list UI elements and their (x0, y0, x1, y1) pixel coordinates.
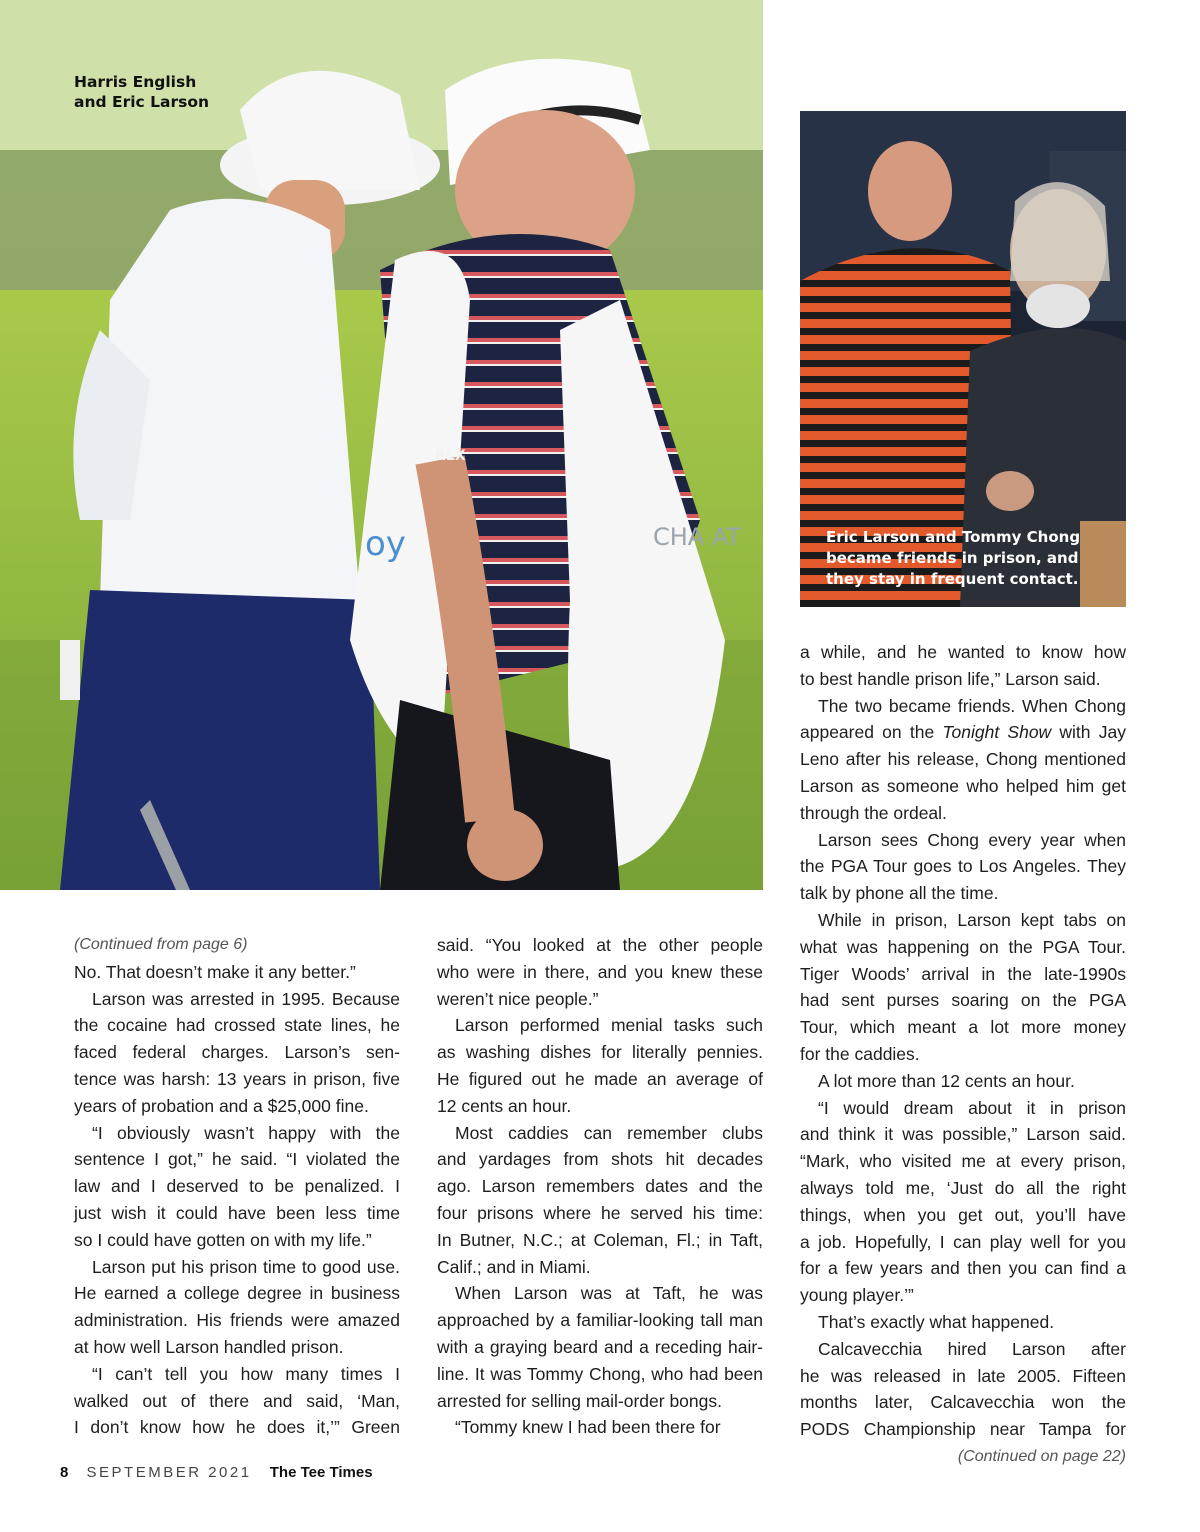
text-line: who were in there, and you knew these (437, 961, 763, 982)
text-line: with a graying beard and a receding hair- (437, 1336, 763, 1357)
text-line: tence was harsh: 13 years in prison, five (74, 1068, 400, 1089)
text-line: said. “You looked at the other people (437, 935, 763, 955)
text-line: In Butner, N.C.; at Coleman, Fl.; in Taft, (437, 1229, 763, 1250)
text-line: so I could have gotten on with my life.” (74, 1229, 372, 1250)
text-line: That’s exactly what happened. (818, 1311, 1055, 1332)
text-line: “I obviously wasn’t happy with the (92, 1122, 400, 1143)
text-line: and think it was possible,” Larson said. (800, 1124, 1126, 1145)
text-line: While in prison, Larson kept tabs on (818, 909, 1126, 930)
text-line: just wish it could have been less time (74, 1202, 400, 1223)
inset-caption-line-1: Eric Larson and Tommy Chong (826, 528, 1081, 546)
text-fragment: with Jay (1051, 722, 1126, 743)
text-line: four prisons where he served his time: (437, 1202, 763, 1223)
text-line: months later, Calcavecchia won the (800, 1392, 1126, 1413)
text-line: and yardages from shots hit decades (437, 1149, 763, 1170)
main-caption-line-1: Harris English (74, 73, 197, 91)
text-line: He earned a college degree in business (74, 1283, 400, 1304)
text-line: law and I deserved to be penalized. I (74, 1176, 400, 1197)
main-photo-illustration (0, 0, 763, 890)
article-column-3 (800, 639, 1126, 1443)
text-line: for a few years and then you can find a (800, 1258, 1126, 1279)
text-line: the cocaine had crossed state lines, he (74, 1015, 400, 1036)
text-line: He figured out he made an average of (437, 1068, 763, 1089)
text-line: a while, and he wanted to know how (800, 642, 1126, 662)
page-number: 8 (60, 1464, 69, 1481)
text-line: as washing dishes for literally pennies. (437, 1042, 763, 1063)
text-line: I don’t know how he does it,’” Green (74, 1417, 400, 1438)
text-line: talk by phone all the time. (800, 883, 999, 904)
text-line: the PGA Tour goes to Los Angeles. They (800, 856, 1126, 877)
text-line: “I would dream about it in prison (818, 1097, 1126, 1118)
text-line: “Tommy knew I had been there for (455, 1417, 721, 1438)
text-line: had sent purses soaring on the PGA (800, 990, 1126, 1011)
continued-from-note: (Continued from page 6) (74, 936, 248, 953)
text-line: Larson put his prison time to good use. (92, 1256, 400, 1277)
text-line: weren’t nice people.” (437, 988, 599, 1009)
text-line: sentence I got,” he said. “I violated the (74, 1149, 400, 1170)
text-line: Calif.; and in Miami. (437, 1256, 591, 1277)
text-line: he was released in late 2005. Fifteen (800, 1365, 1126, 1386)
inset-photo (800, 111, 1126, 607)
text-line: what was happening on the PGA Tour. (800, 936, 1126, 957)
magazine-name: The Tee Times (269, 1464, 373, 1481)
text-line: Larson performed menial tasks such (455, 1015, 763, 1036)
text-line: The two became friends. When Chong (818, 695, 1126, 716)
text-line: to best handle prison life,” Larson said. (800, 668, 1101, 689)
text-line: always told me, ‘Just do all the right (800, 1177, 1126, 1198)
inset-photo-caption (826, 527, 1116, 590)
text-line: things, when you get out, you’ll have (800, 1204, 1126, 1225)
text-line: 12 cents an hour. (437, 1095, 572, 1116)
text-line: administration. His friends were amazed (74, 1310, 400, 1331)
text-line: “I can’t tell you how many times I (92, 1363, 400, 1384)
main-photo-caption (74, 72, 209, 112)
text-line: Leno after his release, Chong mentioned (800, 749, 1126, 770)
inset-caption-line-2: became friends in prison, and (826, 549, 1079, 567)
text-line: No. That doesn’t make it any better.” (74, 961, 356, 982)
text-line: approached by a familiar-looking tall man (437, 1310, 763, 1331)
continued-on-note: (Continued on page 22) (957, 1448, 1126, 1465)
vest-text: CHA AT (653, 523, 742, 551)
article-column-2 (437, 932, 763, 1441)
text-line: Larson as someone who helped him get (800, 775, 1126, 796)
text-line: Larson sees Chong every year when (818, 829, 1126, 850)
text-line: faced federal charges. Larson’s sen- (74, 1042, 400, 1063)
text-line: for the caddies. (800, 1043, 920, 1064)
text-line: Most caddies can remember clubs (455, 1122, 763, 1143)
text-line: at how well Larson handled prison. (74, 1336, 344, 1357)
text-line: Tour, which meant a lot more money (800, 1017, 1126, 1038)
text-line: years of probation and a $25,000 fine. (74, 1095, 369, 1116)
text-line: When Larson was at Taft, he was (455, 1283, 763, 1304)
text-line: through the ordeal. (800, 802, 947, 823)
issue-date: SEPTEMBER 2021 (86, 1464, 252, 1481)
text-line: Calcavecchia hired Larson after (818, 1338, 1126, 1359)
main-caption-line-2: and Eric Larson (74, 93, 210, 111)
shirt-logo: RLX (435, 448, 466, 464)
text-line: PODS Championship near Tampa for (800, 1419, 1126, 1440)
text-line: A lot more than 12 cents an hour. (818, 1070, 1075, 1091)
text-line: arrested for selling mail-order bongs. (437, 1390, 722, 1411)
text-line: ago. Larson remembers dates and the (437, 1176, 763, 1197)
text-line: walked out of there and said, ‘Man, (74, 1390, 400, 1411)
text-line: Tiger Woods’ arrival in the late-1990s (800, 963, 1126, 984)
text-line: line. It was Tommy Chong, who had been (437, 1363, 763, 1384)
text-fragment: appeared on the (800, 722, 943, 743)
page-footer (60, 1462, 373, 1484)
text-line: “Mark, who visited me at every prison, (800, 1151, 1126, 1172)
tonight-show-title: Tonight Show (942, 722, 1052, 743)
text-line: Larson was arrested in 1995. Because (92, 988, 400, 1009)
vest-side-text: oy (365, 524, 406, 564)
main-photo (0, 0, 763, 890)
inset-caption-line-3: they stay in frequent contact. (826, 570, 1079, 588)
text-line (800, 719, 1126, 746)
article-column-1 (74, 932, 400, 1441)
text-line: young player.’” (800, 1285, 914, 1306)
text-line: a job. Hopefully, I can play well for you (800, 1231, 1126, 1252)
